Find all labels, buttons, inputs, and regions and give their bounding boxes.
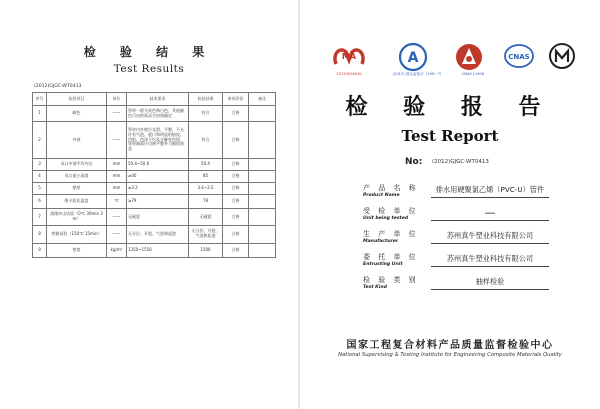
cell-result: 无破裂: [189, 209, 223, 225]
field-label-cn: 受 检 单 位: [363, 207, 419, 215]
cell-result: 符合: [189, 106, 223, 122]
cell-index: 7: [33, 209, 47, 225]
cell-result: 3.4~3.5: [189, 182, 223, 194]
table-row: [33, 170, 276, 182]
cell-remark: [249, 225, 276, 243]
table-row: [33, 106, 276, 122]
cell-evaluation: 合格: [223, 243, 249, 257]
cell-requirement: 1350~1550: [127, 243, 189, 257]
cal-caption: (2012) 国认监检字（190）号: [392, 72, 442, 76]
table-row: [33, 182, 276, 194]
cma-icon: [330, 42, 368, 70]
results-report-no: (2012)GJGC-WT0413: [34, 84, 82, 89]
report-title-cn: 检 验 报 告: [345, 94, 555, 120]
cma-logo: [330, 42, 368, 74]
cnas-badge-icon: [502, 42, 536, 72]
cell-remark: [249, 182, 276, 194]
cell-remark: [249, 243, 276, 257]
cal-logo: [392, 42, 442, 76]
cnas-logo: [454, 42, 484, 76]
field-label-cn: 委 托 单 位: [363, 253, 419, 261]
cma-caption: 2012000481K: [336, 72, 362, 76]
cell-evaluation: 合格: [223, 122, 249, 158]
cell-requirement: ≥79: [127, 195, 189, 209]
cell-result: 无分层、开裂、气泡和起泡: [189, 225, 223, 243]
cell-unit: ——: [107, 209, 127, 225]
cell-item: 承口中部平均内径: [47, 158, 107, 170]
cell-unit: ℃: [107, 195, 127, 209]
cell-remark: [249, 158, 276, 170]
table-row: [33, 195, 276, 209]
cell-remark: [249, 106, 276, 122]
cell-result: 符合: [189, 122, 223, 158]
field-underline: [431, 197, 549, 198]
field-label-en: Entrusting Unit: [363, 262, 403, 267]
certification-logos: [320, 42, 582, 82]
field-product-name: [363, 183, 573, 205]
results-header-row: [33, 93, 276, 106]
cell-index: 8: [33, 225, 47, 243]
cnas-icon: [454, 42, 484, 72]
field-value: 抽样检验: [475, 277, 505, 286]
field-underline: [431, 243, 549, 244]
report-no-value: (2012)GJGC-WT0413: [432, 159, 489, 165]
cell-result: 85: [189, 170, 223, 182]
field-label-cn: 生 产 单 位: [363, 230, 419, 238]
cell-requirement: 无分层、开裂、气泡和起泡: [127, 225, 189, 243]
cell-evaluation: 合格: [223, 182, 249, 194]
table-row: [33, 209, 276, 225]
col-header-evaluation: 单项评价: [223, 93, 249, 106]
svg-text:A: A: [407, 50, 419, 66]
field-value: 苏州真牛塑业科技有限公司: [446, 231, 534, 240]
cell-unit: kg/m³: [107, 243, 127, 257]
field-label-cn: 产 品 名 称: [363, 184, 419, 192]
cell-evaluation: 合格: [223, 106, 249, 122]
cell-requirement: ≥3.2: [127, 182, 189, 194]
field-label-en: Manufacturer: [363, 239, 399, 244]
table-row: [33, 158, 276, 170]
cal-icon: [398, 42, 428, 72]
field-manufacturer: [363, 229, 573, 251]
table-row: [33, 225, 276, 243]
field-underline: [431, 220, 549, 221]
field-value: —: [484, 206, 496, 219]
cell-unit: ——: [107, 225, 127, 243]
cell-unit: mm: [107, 170, 127, 182]
col-header-result: 检验结果: [189, 93, 223, 106]
cell-index: 5: [33, 182, 47, 194]
cell-item: 颜色: [47, 106, 107, 122]
results-title-cn: 检 验 结 果: [83, 45, 215, 59]
m-icon: [548, 42, 576, 72]
cell-unit: mm: [107, 182, 127, 194]
col-header-requirement: 技术要求: [127, 93, 189, 106]
cell-index: 3: [33, 158, 47, 170]
cell-result: 78: [189, 195, 223, 209]
cell-evaluation: 合格: [223, 158, 249, 170]
org-name-en: National Supervising & Testing Institute for Engineering Composite Materials Quality: [338, 352, 562, 358]
cell-requirement: 50.4~50.6: [127, 158, 189, 170]
cell-index: 2: [33, 122, 47, 158]
field-label-cn: 检 验 类 别: [363, 276, 419, 284]
report-title-en: Test Report: [401, 127, 499, 145]
cell-evaluation: 合格: [223, 209, 249, 225]
cnas-caption: CNAS L1906: [461, 72, 485, 76]
cell-unit: ——: [107, 122, 127, 158]
cell-remark: [249, 195, 276, 209]
cell-item: 密度: [47, 243, 107, 257]
col-header-unit: 单位: [107, 93, 127, 106]
cell-remark: [249, 122, 276, 158]
cell-item: 外观: [47, 122, 107, 158]
col-header-remark: 备注: [249, 93, 276, 106]
cell-item: 承口最小深度: [47, 170, 107, 182]
svg-text:CNAS: CNAS: [508, 53, 530, 61]
cell-remark: [249, 170, 276, 182]
cell-index: 4: [33, 170, 47, 182]
cell-evaluation: 合格: [223, 225, 249, 243]
cell-evaluation: 合格: [223, 170, 249, 182]
field-label-en: Product Name: [363, 193, 400, 198]
cell-item: 落锤冲击试验（0℃ 30min 2m）: [47, 209, 107, 225]
field-unit-tested: [363, 206, 573, 228]
field-value: 苏州真牛塑业科技有限公司: [446, 254, 534, 263]
cell-item: 烘箱试验（150℃ 15min）: [47, 225, 107, 243]
m-logo: [548, 42, 576, 76]
col-header-item: 检验项目: [47, 93, 107, 106]
cnas-badge-logo: [502, 42, 536, 76]
results-title-en: Test Results: [113, 63, 185, 75]
cell-evaluation: 合格: [223, 195, 249, 209]
field-underline: [431, 266, 549, 267]
cell-requirement: 管材内外壁应光滑、平整，不允许有气泡、裂口和明显的痕纹、凹陷、色泽不均及分解变色线，管材端面应切割平整并与轴线垂直: [127, 122, 189, 158]
table-row: [33, 243, 276, 257]
field-label-en: Test Kind: [363, 285, 387, 290]
cell-remark: [249, 209, 276, 225]
col-header-index: 序号: [33, 93, 47, 106]
cell-unit: ——: [107, 106, 127, 122]
cell-unit: mm: [107, 158, 127, 170]
cell-index: 6: [33, 195, 47, 209]
field-test-kind: [363, 275, 573, 297]
org-name-cn: 国家工程复合材料产品质量监督检验中心: [346, 340, 554, 351]
field-label-en: Unit being tested: [363, 216, 409, 221]
cell-requirement: 管材一般为灰色和白色，其他颜色可由供需双方协商确定: [127, 106, 189, 122]
svg-text:MA: MA: [341, 52, 357, 61]
cell-requirement: 无破裂: [127, 209, 189, 225]
results-table: [32, 92, 276, 258]
table-row: [33, 122, 276, 158]
cell-index: 1: [33, 106, 47, 122]
cell-index: 9: [33, 243, 47, 257]
field-underline: [431, 289, 549, 290]
cell-result: 1500: [189, 243, 223, 257]
cell-item: 壁厚: [47, 182, 107, 194]
field-value: 排水用硬聚氯乙烯（PVC-U）管件: [435, 185, 545, 194]
field-entrusting-unit: [363, 252, 573, 274]
cell-item: 维卡软化温度: [47, 195, 107, 209]
report-no-label: No:: [405, 157, 423, 167]
cell-result: 50.4: [189, 158, 223, 170]
cell-requirement: ≥40: [127, 170, 189, 182]
